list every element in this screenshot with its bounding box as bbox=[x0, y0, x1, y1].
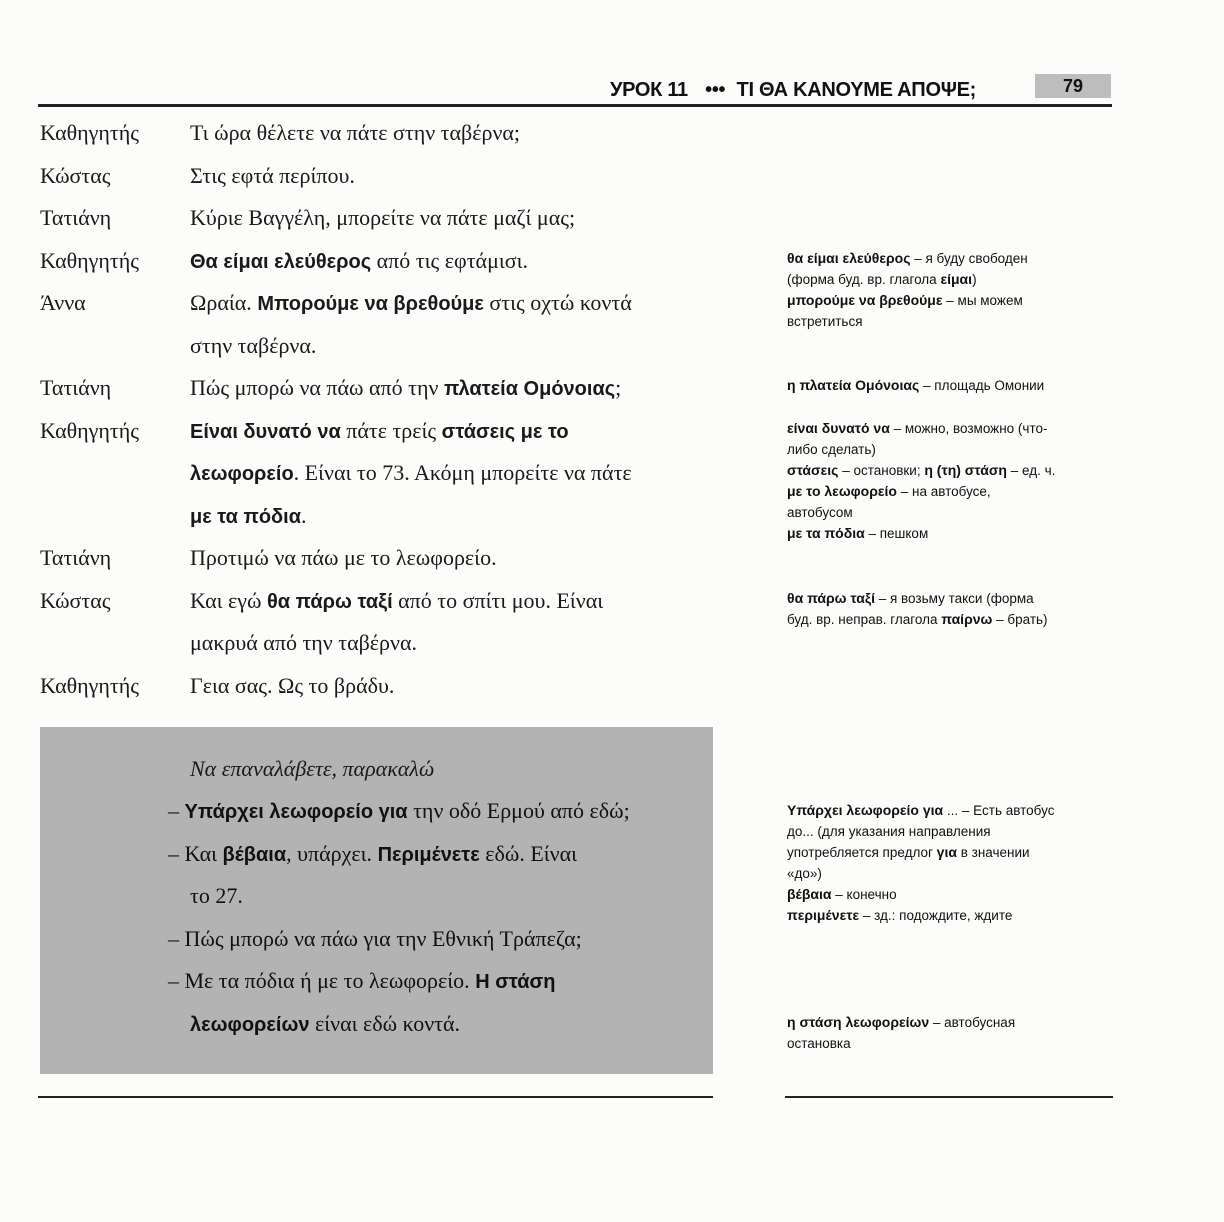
text-segment: Ωραία. bbox=[190, 290, 258, 315]
text-segment: – я буду свободен bbox=[910, 251, 1028, 266]
note-line bbox=[787, 375, 1112, 396]
speaker-name: Καθηγητής bbox=[40, 672, 139, 698]
bold-term: βέβαια bbox=[222, 843, 287, 866]
text-segment: Στις εφτά περίπου. bbox=[190, 162, 355, 188]
dialogue-line bbox=[190, 120, 520, 146]
text-segment: буд. вр. неправ. глагола bbox=[787, 612, 942, 627]
bold-term: για bbox=[936, 844, 957, 860]
speaker-name: Άννα bbox=[40, 290, 86, 315]
text-segment: – можно, возможно (что- bbox=[889, 421, 1048, 436]
text-segment: – мы можем bbox=[942, 293, 1023, 308]
dialogue-line bbox=[190, 545, 497, 571]
dialogue-line bbox=[190, 333, 316, 359]
note-line bbox=[787, 502, 1112, 523]
bold-term: η πλατεία Ομόνοιας bbox=[787, 377, 920, 393]
text-segment: – Και bbox=[168, 840, 223, 866]
text-segment: – на автобусе, bbox=[896, 484, 991, 499]
note-line bbox=[787, 460, 1112, 481]
lesson-label: УРОК 11 bbox=[610, 79, 688, 101]
bold-term: Είναι δυνατό να bbox=[190, 420, 341, 443]
note-line bbox=[787, 884, 1112, 905]
bold-term: είμαι bbox=[940, 271, 973, 287]
vocabulary-note bbox=[787, 375, 1112, 396]
text-segment: в значении bbox=[956, 845, 1030, 860]
vocabulary-note bbox=[787, 1012, 1112, 1054]
text-segment: «до») bbox=[787, 866, 822, 881]
dialogue-line bbox=[190, 205, 575, 231]
bold-term: λεωφορείο bbox=[190, 463, 294, 485]
text-segment: остановка bbox=[787, 1036, 851, 1051]
text-segment: – площадь Омонии bbox=[919, 378, 1045, 393]
text-segment: Και εγώ bbox=[190, 587, 267, 613]
text-segment: – остановки; bbox=[838, 463, 925, 478]
text-segment: – зд.: подождите, ждите bbox=[859, 908, 1013, 923]
note-line bbox=[787, 418, 1112, 439]
speaker-name: Τατιάνη bbox=[40, 545, 112, 570]
speaker-name: Τατιάνη bbox=[40, 375, 112, 400]
bold-term: βέβαια bbox=[787, 886, 832, 902]
text-segment: Γεια σας. Ως το βράδυ. bbox=[190, 672, 395, 698]
dialogue-line bbox=[190, 460, 632, 486]
separator-dots: ••• bbox=[705, 79, 726, 101]
text-segment: – ед. ч. bbox=[1006, 463, 1056, 478]
vocabulary-note bbox=[787, 588, 1112, 630]
bold-term: Μπορούμε να βρεθούμε bbox=[257, 293, 484, 315]
footer-rule-right bbox=[785, 1096, 1113, 1098]
text-segment: Πώς μπορώ να πάω από την bbox=[190, 375, 444, 400]
running-title bbox=[610, 79, 976, 102]
bold-term: πλατεία Ομόνοιας bbox=[443, 378, 616, 400]
bold-term: στάσεις με το bbox=[441, 420, 569, 443]
note-line bbox=[787, 842, 1112, 863]
bold-term: Περιμένετε bbox=[377, 843, 480, 866]
exercise-line bbox=[190, 883, 243, 909]
text-segment: . bbox=[301, 502, 307, 528]
note-line bbox=[787, 609, 1112, 630]
text-segment: Προτιμώ να πάω με το λεωφορείο. bbox=[190, 545, 497, 570]
bold-term: με τα πόδια bbox=[787, 525, 865, 541]
chapter-title: ΤΙ ΘΑ ΚΑΝΟΥΜΕ ΑΠΟΨΕ; bbox=[736, 79, 976, 101]
note-line bbox=[787, 311, 1112, 332]
note-line bbox=[787, 905, 1112, 926]
bold-term: παίρνω bbox=[941, 611, 993, 627]
text-segment: – автобусная bbox=[929, 1015, 1016, 1030]
note-line bbox=[787, 523, 1112, 544]
note-line bbox=[787, 248, 1112, 269]
text-segment: (форма буд. вр. глагола bbox=[787, 272, 941, 287]
note-line bbox=[787, 1012, 1112, 1033]
text-segment: από το σπίτι μου. Είναι bbox=[392, 587, 604, 613]
footer-rule-left bbox=[38, 1096, 713, 1098]
text-segment: το 27. bbox=[190, 883, 243, 908]
speaker-name: Κώστας bbox=[40, 162, 111, 188]
vocabulary-note bbox=[787, 800, 1112, 926]
dialogue-line bbox=[190, 630, 417, 656]
text-segment: – Πώς μπορώ να πάω για την Εθνική Τράπεζα; bbox=[168, 925, 582, 951]
bold-term: μπορούμε να βρεθούμε bbox=[787, 292, 943, 308]
text-segment: – Με τα πόδια ή με το λεωφορείο. bbox=[168, 968, 476, 993]
vocabulary-note bbox=[787, 418, 1112, 544]
dialogue-line bbox=[190, 588, 603, 614]
header-rule bbox=[38, 104, 1112, 107]
bold-term: Θα είμαι ελεύθερος bbox=[190, 250, 372, 273]
text-segment: – bbox=[168, 798, 185, 823]
exercise-line bbox=[168, 968, 555, 994]
bold-term: περιμένετε bbox=[787, 907, 860, 923]
exercise-line bbox=[168, 798, 630, 824]
note-line bbox=[787, 588, 1112, 609]
text-segment: ... – Есть автобус bbox=[943, 803, 1055, 818]
bold-term: Υπάρχει λεωφορείο για bbox=[787, 802, 944, 818]
note-line bbox=[787, 1033, 1112, 1054]
note-line bbox=[787, 439, 1112, 460]
text-segment: ; bbox=[615, 375, 622, 400]
dialogue-line bbox=[190, 673, 394, 699]
bold-term: με τα πόδια bbox=[190, 505, 302, 528]
text-segment: до... (для указания направления bbox=[787, 824, 991, 839]
text-segment: Κύριε Βαγγέλη, μπορείτε να πάτε μαζί μας; bbox=[190, 205, 576, 230]
text-segment: εδώ. Είναι bbox=[479, 840, 578, 866]
text-segment: – пешком bbox=[864, 526, 929, 541]
note-line bbox=[787, 290, 1112, 311]
dialogue-line bbox=[190, 163, 355, 189]
note-line bbox=[787, 821, 1112, 842]
dialogue-line bbox=[190, 375, 621, 401]
text-segment: , υπάρχει. bbox=[286, 840, 378, 866]
exercise-title: Να επαναλάβετε, παρακαλώ bbox=[190, 756, 435, 781]
text-segment: автобусом bbox=[787, 505, 853, 520]
text-segment: ) bbox=[972, 272, 977, 287]
bold-term: η στάση λεωφορείων bbox=[787, 1014, 930, 1030]
note-line bbox=[787, 269, 1112, 290]
text-segment: либо сделать) bbox=[787, 442, 876, 457]
text-segment: από τις εφτάμισι. bbox=[371, 247, 529, 273]
speaker-name: Καθηγητής bbox=[40, 247, 139, 273]
bold-term: στάσεις bbox=[787, 462, 839, 478]
dialogue-line bbox=[190, 503, 307, 529]
text-segment: встретиться bbox=[787, 314, 863, 329]
note-line bbox=[787, 800, 1112, 821]
bold-term: η (τη) στάση bbox=[924, 462, 1007, 478]
note-line bbox=[787, 863, 1112, 884]
speaker-name: Κώστας bbox=[40, 587, 111, 613]
bold-term: θα πάρω ταξί bbox=[266, 590, 393, 613]
dialogue-line bbox=[190, 248, 528, 274]
text-segment: πάτε τρείς bbox=[340, 417, 442, 443]
text-segment: Τι ώρα θέλετε να πάτε στην ταβέρνα; bbox=[190, 120, 521, 145]
text-segment: μακρυά από την ταβέρνα. bbox=[190, 630, 417, 655]
text-segment: употребляется предлог bbox=[787, 845, 937, 860]
page-number: 79 bbox=[1035, 74, 1111, 98]
page-header bbox=[0, 74, 1224, 104]
dialogue-line bbox=[190, 290, 632, 316]
exercise-line bbox=[190, 1011, 460, 1037]
bold-term: με το λεωφορείο bbox=[787, 483, 897, 499]
text-segment: – я возьму такси (форма bbox=[874, 591, 1034, 606]
speaker-name: Τατιάνη bbox=[40, 205, 112, 230]
text-segment: . Είναι το 73. Ακόμη μπορείτε να πάτε bbox=[293, 460, 632, 485]
text-segment: είναι εδώ κοντά. bbox=[309, 1010, 461, 1036]
bold-term: θα είμαι ελεύθερος bbox=[787, 250, 911, 266]
dialogue-line bbox=[190, 418, 569, 444]
vocabulary-note bbox=[787, 248, 1112, 332]
exercise-line bbox=[168, 841, 577, 867]
bold-term: θα πάρω ταξί bbox=[787, 590, 875, 606]
text-segment: στις οχτώ κοντά bbox=[483, 290, 632, 315]
text-segment: – брать) bbox=[992, 612, 1048, 627]
note-line bbox=[787, 481, 1112, 502]
bold-term: λεωφορείων bbox=[190, 1013, 310, 1036]
bold-term: Υπάρχει λεωφορείο για bbox=[184, 801, 408, 823]
speaker-name: Καθηγητής bbox=[40, 120, 139, 145]
text-segment: στην ταβέρνα. bbox=[190, 332, 317, 358]
exercise-line bbox=[168, 926, 582, 952]
speaker-name: Καθηγητής bbox=[40, 417, 139, 443]
text-segment: – конечно bbox=[831, 887, 897, 902]
bold-term: Η στάση bbox=[475, 971, 556, 993]
bold-term: είναι δυνατό να bbox=[787, 420, 890, 436]
text-segment: την οδό Ερμού από εδώ; bbox=[407, 798, 630, 823]
